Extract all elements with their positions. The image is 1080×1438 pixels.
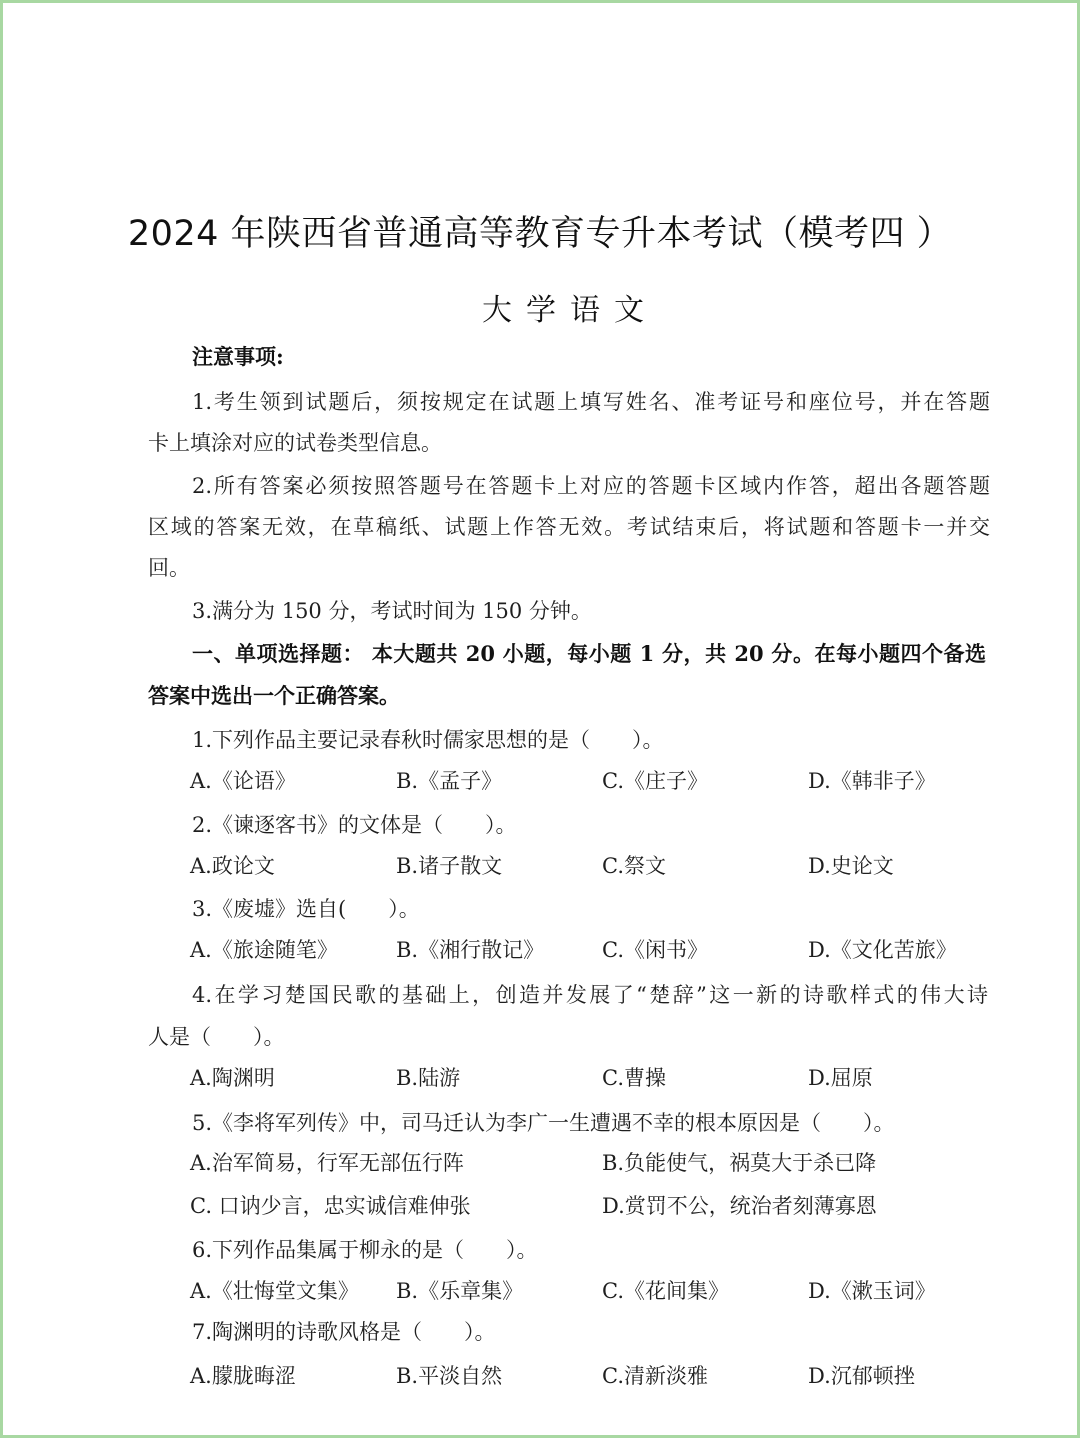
question-3-option-d: D.《文化苦旅》	[808, 938, 957, 962]
question-4-option-d: D.屈原	[808, 1066, 873, 1090]
question-6-option-d: D.《漱玉词》	[808, 1279, 936, 1303]
question-5-option-d: D.赏罚不公，统治者刻薄寡恩	[602, 1194, 877, 1218]
notice-heading: 注意事项:	[192, 344, 284, 369]
question-1-option-a: A.《论语》	[190, 769, 296, 793]
question-6-option-a: A.《壮悔堂文集》	[190, 1279, 359, 1303]
question-3-option-c: C.《闲书》	[602, 938, 708, 962]
question-1-option-d: D.《韩非子》	[808, 769, 936, 793]
question-2-stem: 2.《谏逐客书》的文体是（ ）。	[192, 813, 517, 837]
question-4-option-c: C.曹操	[602, 1066, 666, 1090]
question-3-stem: 3.《废墟》选自( ）。	[192, 897, 420, 921]
notice-item-2-line-3: 回。	[148, 556, 190, 580]
question-2-option-d: D.史论文	[808, 854, 894, 878]
question-6-option-b: B.《乐章集》	[396, 1279, 524, 1303]
subject-title: 大学语文	[482, 293, 658, 328]
section-1-heading-line-1: 一、单项选择题： 本大题共 20 小题，每小题 1 分，共 20 分。在每小题四个备选	[192, 641, 986, 666]
question-7-option-d: D.沉郁顿挫	[808, 1364, 915, 1388]
question-5-stem: 5.《李将军列传》中，司马迁认为李广一生遭遇不幸的根本原因是（ ）。	[192, 1111, 895, 1135]
question-2-option-b: B.诸子散文	[396, 854, 503, 878]
question-1-option-b: B.《孟子》	[396, 769, 503, 793]
notice-item-3: 3.满分为 150 分，考试时间为 150 分钟。	[192, 599, 592, 623]
question-2-option-a: A.政论文	[190, 854, 275, 878]
question-6-option-c: C.《花间集》	[602, 1279, 729, 1303]
question-1-stem: 1.下列作品主要记录春秋时儒家思想的是（ ）。	[192, 728, 664, 752]
question-3-option-a: A.《旅途随笔》	[190, 938, 338, 962]
question-7-stem: 7.陶渊明的诗歌风格是（ ）。	[192, 1320, 496, 1344]
question-4-stem-line-1: 4.在学习楚国民歌的基础上，创造并发展了“楚辞”这一新的诗歌样式的伟大诗	[192, 983, 988, 1007]
question-4-option-a: A.陶渊明	[190, 1066, 275, 1090]
question-7-option-a: A.朦胧晦涩	[190, 1364, 296, 1388]
exam-title: 2024 年陕西省普通高等教育专升本考试（模考四 ）	[127, 214, 953, 254]
question-5-option-a: A.治军简易，行军无部伍行阵	[190, 1151, 464, 1175]
question-5-option-c: C. 口讷少言，忠实诚信难伸张	[190, 1194, 471, 1218]
question-7-option-c: C.清新淡雅	[602, 1364, 708, 1388]
notice-item-2-line-1: 2.所有答案必须按照答题号在答题卡上对应的答题卡区域内作答，超出各题答题	[192, 474, 990, 498]
question-5-option-b: B.负能使气，祸莫大于杀已降	[602, 1151, 877, 1175]
notice-item-1-line-1: 1.考生领到试题后，须按规定在试题上填写姓名、准考证号和座位号，并在答题	[192, 390, 990, 414]
question-7-option-b: B.平淡自然	[396, 1364, 503, 1388]
question-4-option-b: B.陆游	[396, 1066, 461, 1090]
question-3-option-b: B.《湘行散记》	[396, 938, 545, 962]
notice-item-2-line-2: 区域的答案无效，在草稿纸、试题上作答无效。考试结束后，将试题和答题卡一并交	[148, 515, 990, 539]
question-4-stem-line-2: 人是（ ）。	[148, 1025, 285, 1049]
question-6-stem: 6.下列作品集属于柳永的是（ ）。	[192, 1238, 538, 1262]
question-2-option-c: C.祭文	[602, 854, 666, 878]
question-1-option-c: C.《庄子》	[602, 769, 708, 793]
notice-item-1-line-2: 卡上填涂对应的试卷类型信息。	[148, 431, 442, 455]
section-1-heading-line-2: 答案中选出一个正确答案。	[148, 683, 400, 708]
